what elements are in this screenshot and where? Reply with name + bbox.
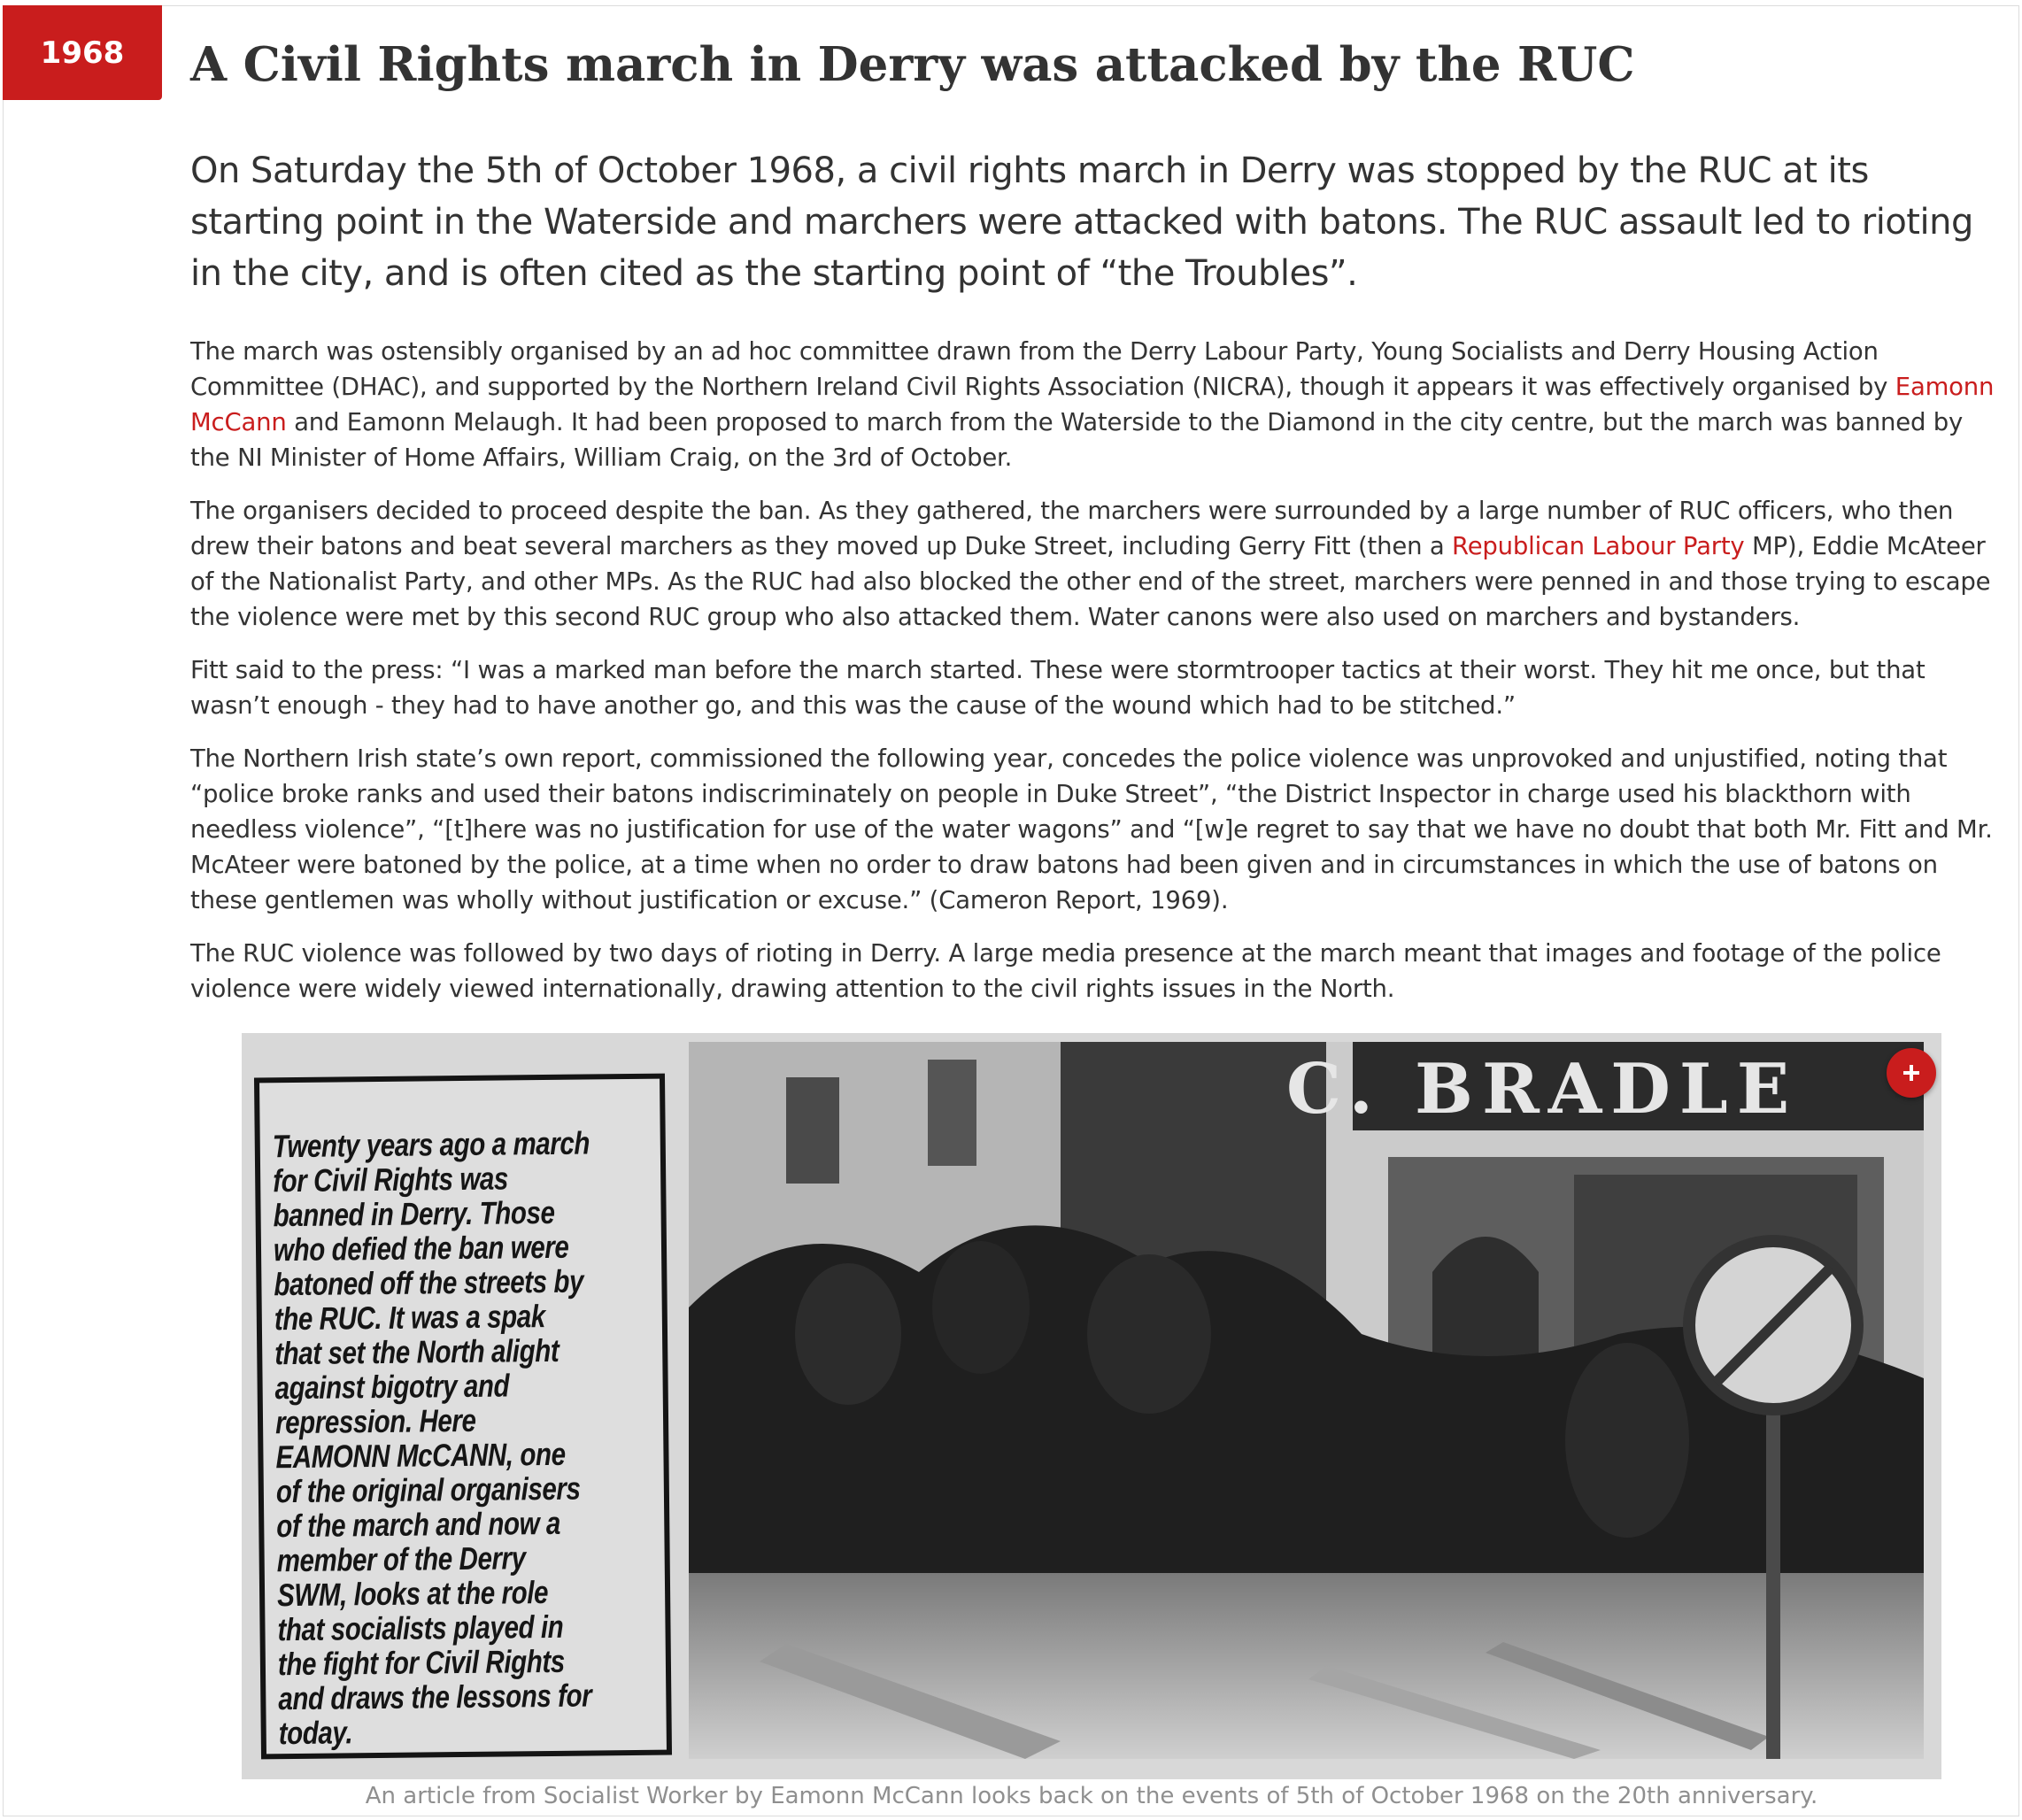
clipping-text-box: [254, 1074, 672, 1760]
zoom-image-button[interactable]: [1887, 1048, 1936, 1098]
paragraph-2: [190, 493, 2001, 635]
paragraph-text: MP), Eddie McAteer of the Nationalist Party, and other MPs. As the RUC had also blocked the other end of the street, marchers were penned in and those trying to escape the violence were met by this second RUC group who also attacked them. Water canons were also used on marchers and bystanders.: [190, 532, 1991, 631]
paragraph-5: The RUC violence was followed by two days of rioting in Derry. A large media presence at the march meant that images and footage of the police violence were widely viewed internationally, drawing attention to the civil rights issues in the North.: [190, 939, 1941, 1003]
plus-icon: [1902, 1063, 1921, 1083]
paragraph-text: and Eamonn Melaugh. It had been proposed to march from the Waterside to the Diamond in the city centre, but the march was banned by the NI Minister of Home Affairs, William Craig, on the 3rd of October.: [190, 408, 1964, 472]
newspaper-clipping-image[interactable]: [242, 1033, 1941, 1779]
shop-sign-text: C. BRADLE: [1286, 1049, 1799, 1130]
paragraph-text: The march was ostensibly organised by an ad hoc committee drawn from the Derry Labour Party, Young Socialists and Derry Housing Action Committee (DHAC), and supported by the Northern Ireland Civil Rights Association (NICRA), though it appears it was effectively organised by: [190, 337, 1895, 401]
article-lead: On Saturday the 5th of October 1968, a civil rights march in Derry was stopped by the RUC at its starting point in the Waterside and marchers were attacked with batons. The RUC assault led to rioting in the city, and is often cited as the starting point of “the Troubles”.: [190, 150, 1973, 294]
image-caption: An article from Socialist Worker by Eamonn McCann looks back on the events of 5th of October 1968 on the 20th anniversary.: [365, 1783, 1818, 1809]
article-title: A Civil Rights march in Derry was attacked by the RUC: [190, 37, 1635, 92]
eamonn-mccann-link[interactable]: Eamonn McCann: [190, 373, 1995, 436]
paragraph-1: [190, 334, 2001, 475]
paragraph-text: The organisers decided to proceed despite the ban. As they gathered, the marchers were surrounded by a large number of RUC officers, who then drew their batons and beat several marchers as they moved up Duke Street, including Gerry Fitt (then a: [190, 497, 1954, 560]
riot-photo: [689, 1042, 1924, 1759]
year-badge: 1968: [3, 5, 162, 100]
riot-photo-illustration: [689, 1042, 1924, 1759]
republican-labour-party-link[interactable]: Republican Labour Party: [1452, 532, 1745, 560]
article-body: [190, 334, 2001, 1024]
clipping-text: Twenty years ago a march for Civil Rights was banned in Derry. Those who defied the ban were batoned off the streets by the RUC. It was a spak that set the North alight against bigotry and repression. Here EAMONN McCANN, one of the original organisers of the march and now a member of the Derry SWM, looks at the role that socialists played in the fight for Civil Rights and draws the lessons for today.: [272, 1124, 592, 1752]
paragraph-3: Fitt said to the press: “I was a marked man before the march started. These were stormtrooper tactics at their worst. They hit me once, but that wasn’t enough - they had to have another go, and this was the cause of the wound which had to be stitched.”: [190, 656, 1926, 720]
paragraph-4: The Northern Irish state’s own report, commissioned the following year, concedes the police violence was unprovoked and unjustified, noting that “police broke ranks and used their batons indiscriminately on people in Duke Street”, “the District Inspector in charge used his blackthorn with needless violence”, “[t]here was no justification for use of the water wagons” and “[w]e regret to say that we have no doubt that both Mr. Fitt and Mr. McAteer were batoned by the police, at a time when no order to draw batons had been given and in circumstances in which the use of batons on these gentlemen was wholly without justification or excuse.” (Cameron Report, 1969).: [190, 744, 1993, 914]
